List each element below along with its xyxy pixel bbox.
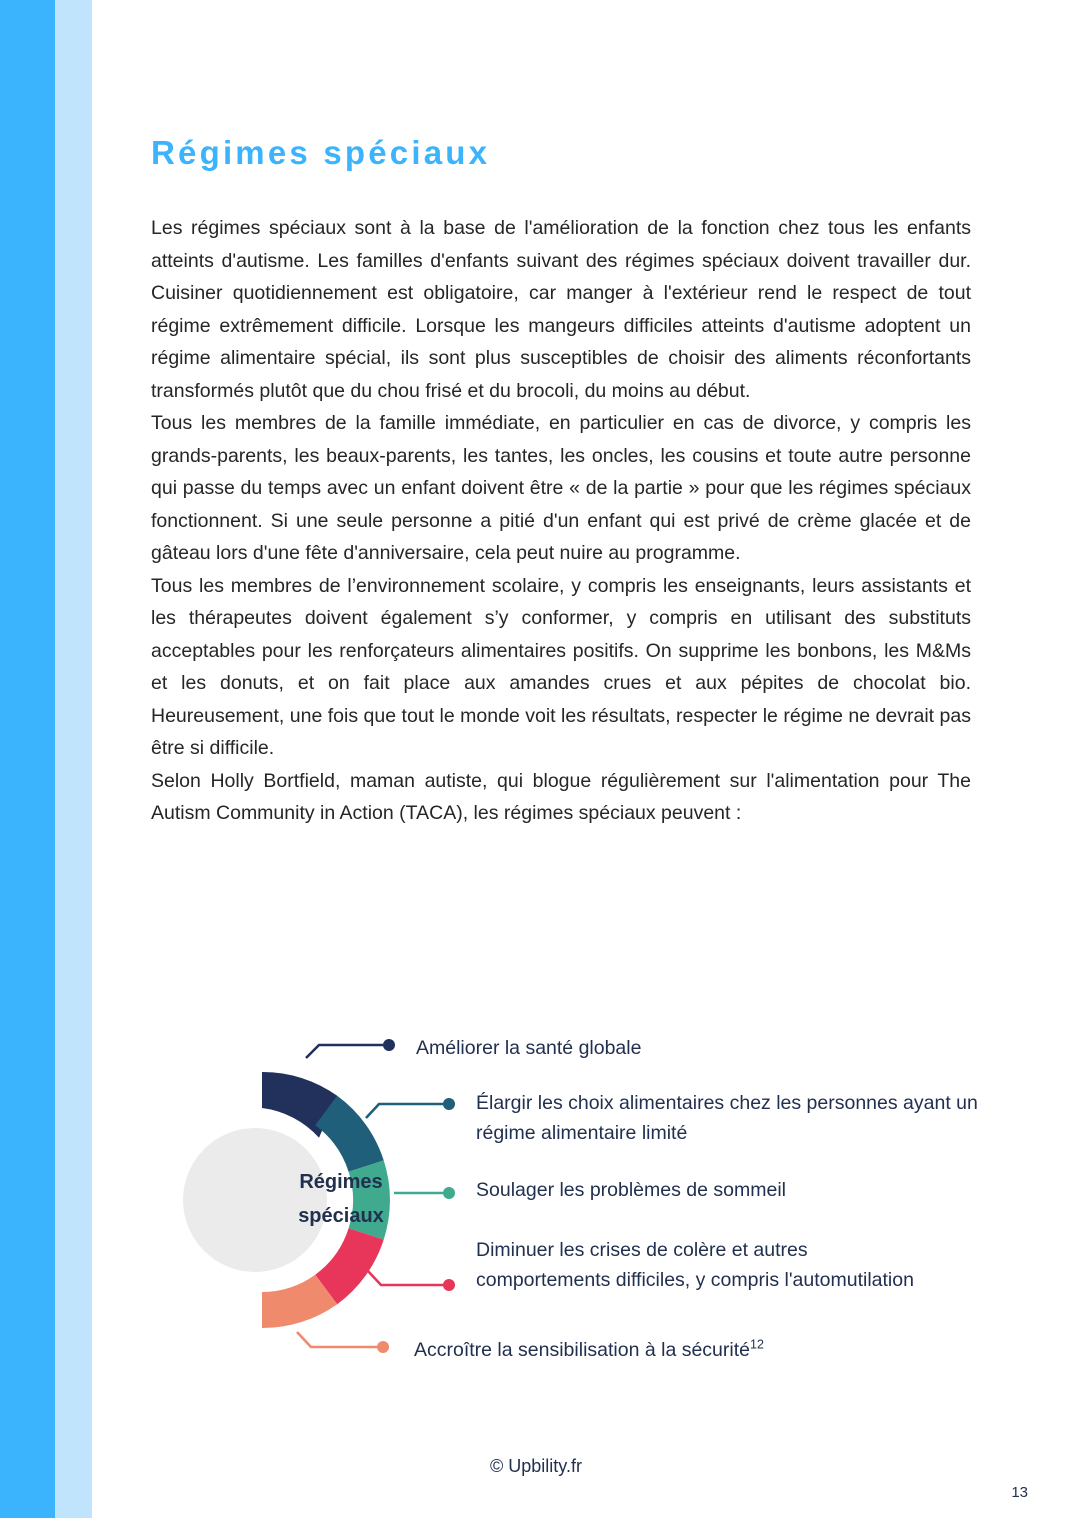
connector-dot-2	[443, 1187, 455, 1199]
callout-label-3: Diminuer les crises de colère et autres comportements difficiles, y compris l'automutilation	[476, 1239, 914, 1291]
page-number: 13	[1011, 1484, 1028, 1501]
connector-line-1	[366, 1104, 449, 1118]
paragraph-1: Les régimes spéciaux sont à la base de l'amélioration de la fonction chez tous les enfants atteints d'autisme. Les familles d'enfants suivant des régimes spéciaux doivent travailler dur. Cuisiner quotidiennement est obligatoire, car manger à l'extérieur rend le respect de tout régime extrêmement difficile. Lorsque les mangeurs difficiles atteints d'autisme adoptent un régime alimentaire spécial, ils sont plus susceptibles de choisir des aliments réconfortants transformés plutôt que du chou frisé et du brocoli, du moins au début.	[151, 217, 971, 402]
footer-copyright: © Upbility.fr	[490, 1456, 582, 1476]
connector-dot-4	[377, 1341, 389, 1353]
callout-label-0: Améliorer la santé globale	[416, 1037, 642, 1059]
connector-dot-0	[383, 1039, 395, 1051]
special-diets-benefits-diagram	[151, 1000, 981, 1370]
footnote-marker-12: 12	[750, 1337, 764, 1352]
callout-label-2: Soulager les problèmes de sommeil	[476, 1179, 786, 1201]
connector-line-0	[306, 1045, 389, 1058]
connector-dot-3	[443, 1279, 455, 1291]
callout-label-4-text: Accroître la sensibilisation à la sécurité	[414, 1339, 750, 1361]
paragraph-2: Tous les membres de la famille immédiate, en particulier en cas de divorce, y compris les grands-parents, les beaux-parents, les tantes, les oncles, les cousins et toute autre personne qui passe du temps avec un enfant doivent être « de la partie » pour que les régimes spéciaux fonctionnent. Si une seule personne a pitié d'un enfant qui est privé de crème glacée et de gâteau lors d'une fête d'anniversaire, cela peut nuire au programme.	[151, 412, 971, 564]
donut-center-label-line1: Régimes	[299, 1171, 383, 1193]
donut-center-label-line2: spéciaux	[298, 1205, 384, 1227]
page-content	[151, 0, 978, 1518]
page-edge-stripe-light	[55, 0, 92, 1518]
callout-label-1: Élargir les choix alimentaires chez les personnes ayant un régime alimentaire limité	[476, 1092, 978, 1144]
callout-label-4	[414, 1335, 914, 1365]
connector-dot-1	[443, 1098, 455, 1110]
page-edge-stripe-solid	[0, 0, 55, 1518]
body-text-block	[151, 212, 971, 830]
connector-line-3	[367, 1270, 449, 1285]
paragraph-4: Selon Holly Bortfield, maman autiste, qui blogue régulièrement sur l'alimentation pour The Autism Community in Action (TACA), les régimes spéciaux peuvent :	[151, 769, 971, 824]
donut-center-label	[266, 1165, 416, 1233]
connector-line-4	[297, 1332, 383, 1347]
page-title: Régimes spéciaux	[151, 134, 491, 171]
paragraph-3: Tous les membres de l’environnement scolaire, y compris les enseignants, leurs assistants et les thérapeutes doivent également s’y conformer, y compris en utilisant des substituts acceptables pour les renforçateurs alimentaires positifs. On supprime les bonbons, les M&Ms et les donuts, et on fait place aux amandes crues et aux pépites de chocolat bio. Heureusement, une fois que tout le monde voit les résultats, respecter le régime ne devrait pas être si difficile.	[151, 574, 971, 759]
